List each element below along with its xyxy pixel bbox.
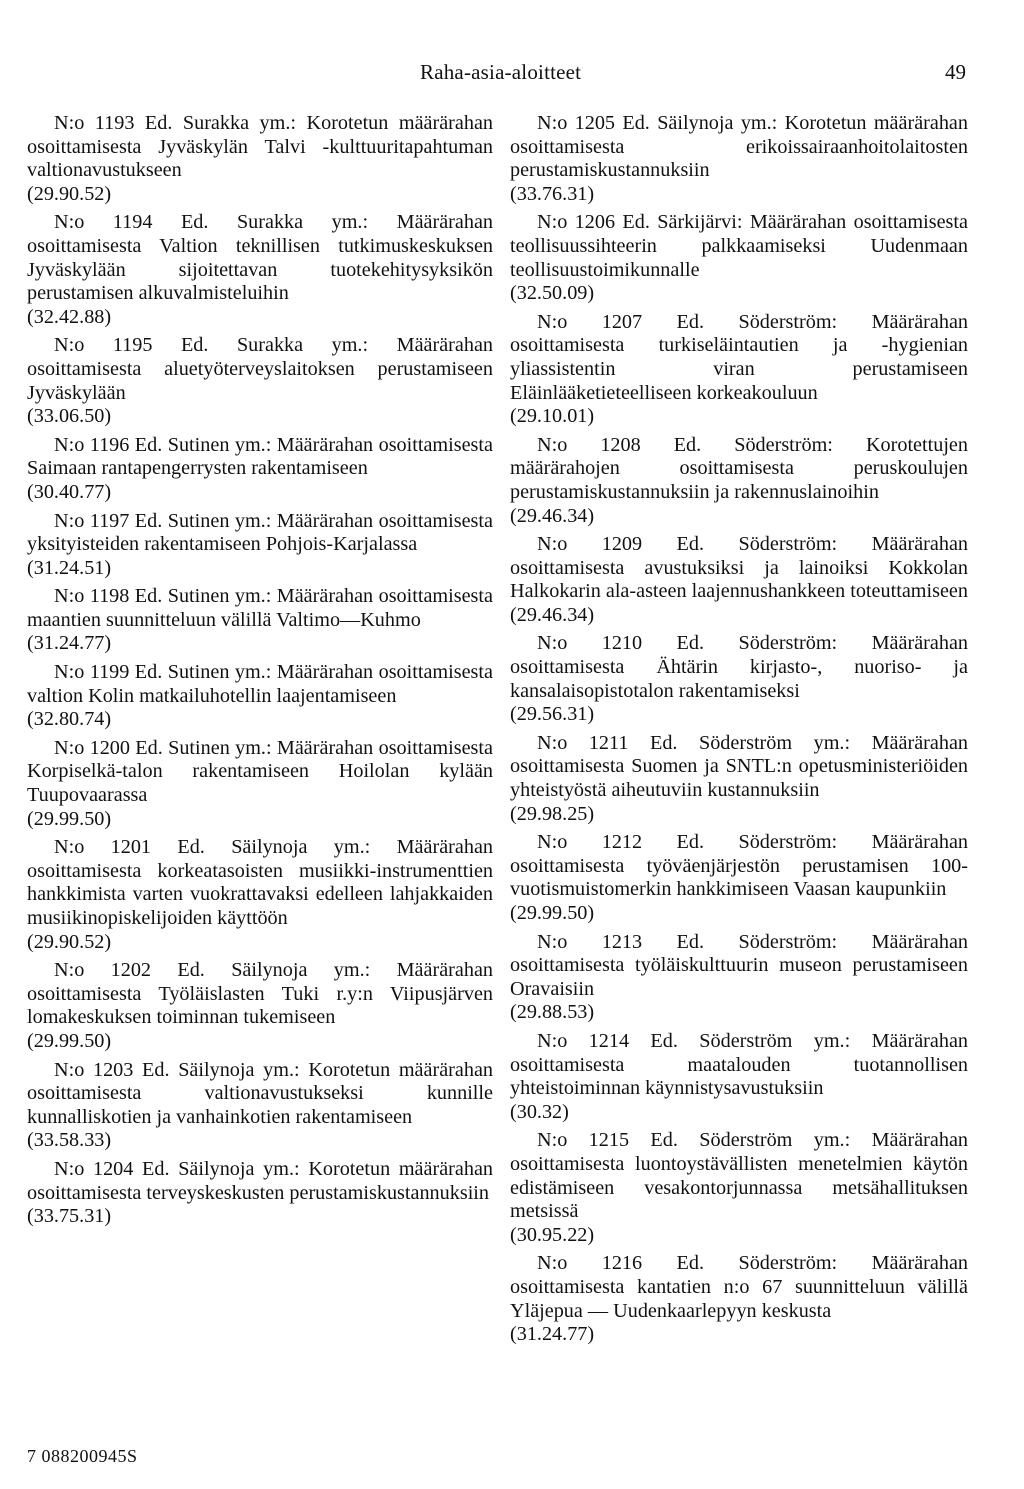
budget-reference: (29.90.52)	[27, 182, 112, 205]
motion-number: N:o 1204 Ed. Säilynoja ym.:	[54, 1157, 300, 1180]
budget-reference: (33.06.50)	[27, 405, 112, 428]
motion-entry	[510, 533, 968, 627]
motion-text: Määrärahan osoittamisesta korkeatasoisten musiikki-instrumenttien hankkimista varten vuokrattavaksi edelleen lahjakkaiden musiikinopiskelijoiden käyttöön	[27, 836, 493, 929]
motion-entry	[27, 334, 493, 428]
motion-entry	[510, 1129, 968, 1247]
motion-entry	[27, 661, 493, 732]
motion-entry	[510, 931, 968, 1025]
motion-number: N:o 1210 Ed. Söderström:	[537, 632, 838, 655]
left-column	[27, 112, 493, 1234]
budget-reference: (29.88.53)	[510, 1001, 595, 1024]
budget-reference: (30.95.22)	[510, 1223, 595, 1246]
motion-entry	[27, 1158, 493, 1229]
motion-text: Määrärahan osoittamisesta työväenjärjestön perustamisen 100-vuotismuistomerkin hankkimiseen Vaasan kaupunkiin	[510, 831, 968, 901]
motion-text: Määrärahan osoittamisesta yksityisteiden rakentamiseen Pohjois-Karjalassa	[27, 509, 493, 556]
motion-number: N:o 1206 Ed. Särkijärvi:	[537, 211, 743, 234]
motion-entry	[27, 1059, 493, 1153]
motion-number: N:o 1212 Ed. Söderström:	[537, 831, 838, 854]
budget-reference: (29.99.50)	[27, 807, 112, 830]
right-column	[510, 112, 968, 1352]
motion-entry	[27, 959, 493, 1053]
budget-reference: (29.99.50)	[510, 902, 595, 924]
motion-entry	[27, 510, 493, 581]
budget-reference: (32.42.88)	[27, 305, 112, 328]
motion-text: Korotetun määrärahan osoittamisesta Jyväskylän Talvi -kulttuuritapahtuman valtionavustukseen	[27, 112, 494, 182]
motion-entry	[27, 211, 493, 329]
budget-reference: (31.24.77)	[27, 632, 112, 655]
budget-reference: (33.76.31)	[510, 182, 595, 205]
motion-entry	[510, 112, 968, 206]
motion-text: Määrärahan osoittamisesta teollisuussihteerin palkkaamiseksi Uudenmaan teollisuustoimikunnalle	[510, 211, 968, 281]
motion-number: N:o 1202 Ed. Säilynoja ym.:	[54, 959, 371, 982]
budget-reference: (31.24.77)	[510, 1323, 595, 1346]
motion-text: Määrärahan osoittamisesta valtion Kolin matkailuhotellin laajentamiseen	[27, 661, 493, 707]
motion-text: Määrärahan osoittamisesta luontoystävällisten menetelmien käytön edistämiseen vesakontorjunnassa metsähallituksen metsissä	[510, 1129, 968, 1223]
budget-reference: (31.24.51)	[27, 556, 112, 579]
motion-entry	[27, 836, 493, 954]
budget-reference: (29.98.25)	[510, 802, 595, 825]
budget-reference: (29.10.01)	[510, 405, 595, 428]
motion-number: N:o 1208 Ed. Söderström:	[537, 433, 833, 456]
motion-text: Korotettujen määrärahojen osoittamisesta peruskoulujen perustamiskustannuksiin ja rakennuslainoihin	[510, 433, 968, 503]
motion-number: N:o 1215 Ed. Söderström ym.:	[537, 1129, 851, 1152]
motion-text: Korotetun määrärahan osoittamisesta terveyskeskusten perustamiskustannuksiin	[27, 1157, 493, 1204]
motion-number: N:o 1194 Ed. Surakka ym.:	[54, 211, 369, 234]
motion-text: Määrärahan osoittamisesta työläiskulttuurin museon perustamiseen Oravaisiin	[510, 930, 968, 1000]
motion-number: N:o 1209 Ed. Söderström:	[537, 533, 838, 556]
motion-text: Määrärahan osoittamisesta turkiseläintautien ja -hygienian yliassistentin viran perustamiseen Eläinlääketieteelliseen korkeakouluun	[510, 310, 968, 404]
motion-text: Määrärahan osoittamisesta Saimaan rantapengerrysten rakentamiseen	[27, 433, 493, 480]
budget-reference: (29.46.34)	[510, 603, 595, 626]
budget-reference: (30.32)	[510, 1100, 569, 1123]
budget-reference: (33.58.33)	[27, 1129, 112, 1152]
motion-entry	[27, 585, 493, 656]
motion-number: N:o 1203 Ed. Säilynoja ym.:	[54, 1058, 300, 1081]
motion-entry	[27, 112, 493, 206]
motion-entry	[510, 632, 968, 726]
budget-reference: (29.99.50)	[27, 1029, 112, 1052]
motion-text: Korotetun määrärahan osoittamisesta erikoissairaanhoitolaitosten perustamiskustannuksiin	[510, 112, 968, 182]
motion-text: Määrärahan osoittamisesta Työläislasten Tuki r.y:n Viipusjärven lomakeskuksen toiminnan tukemiseen	[27, 959, 493, 1029]
motion-text: Määrärahan osoittamisesta avustuksiksi ja lainoiksi Kokkolan Halkokarin ala-asteen laajennushankkeen toteuttamiseen	[510, 533, 968, 603]
budget-reference: (29.46.34)	[510, 504, 595, 527]
motion-entry	[510, 732, 968, 826]
motion-text: Määrärahan osoittamisesta maatalouden tuotannollisen yhteistoiminnan käynnistysavustuksiin	[510, 1029, 968, 1100]
motion-entry	[27, 737, 493, 831]
motion-number: N:o 1205 Ed. Säilynoja ym.:	[537, 112, 778, 134]
budget-reference: (32.80.74)	[27, 708, 112, 731]
motion-number: N:o 1211 Ed. Söderström ym.:	[537, 731, 851, 754]
budget-reference: (30.40.77)	[27, 480, 112, 503]
motion-number: N:o 1193 Ed. Surakka ym.:	[54, 112, 296, 134]
print-code: 7 088200945S	[27, 1446, 138, 1466]
budget-reference: (29.56.31)	[510, 703, 595, 726]
motion-number: N:o 1207 Ed. Söderström:	[537, 310, 838, 333]
motion-entry	[510, 311, 968, 429]
motion-text: Korotetun määrärahan osoittamisesta valtionavustukseksi kunnille kunnalliskotien ja vanhainkotien rakentamiseen	[27, 1058, 493, 1128]
motion-entry	[510, 1252, 968, 1346]
page-number: 49	[945, 60, 966, 84]
motion-entry	[510, 434, 968, 528]
motion-number: N:o 1198 Ed. Sutinen ym.:	[54, 585, 272, 608]
motion-text: Määrärahan osoittamisesta maantien suunnitteluun välillä Valtimo—Kuhmo	[27, 585, 493, 631]
motion-number: N:o 1201 Ed. Säilynoja ym.:	[54, 836, 371, 859]
motion-entry	[510, 831, 968, 925]
motion-text: Määrärahan osoittamisesta Valtion teknillisen tutkimuskeskuksen Jyväskylään sijoitettavan tuotekehitysyksikön perustamisen alkuvalmisteluihin	[27, 211, 494, 305]
motion-number: N:o 1195 Ed. Surakka ym.:	[54, 334, 369, 357]
motion-entry	[510, 211, 968, 305]
motion-entry	[510, 1030, 968, 1124]
motion-text: Määrärahan osoittamisesta Ähtärin kirjasto-, nuoriso- ja kansalaisopistotalon rakentamiseksi	[510, 632, 968, 702]
motion-number: N:o 1197 Ed. Sutinen ym.:	[54, 509, 272, 532]
motion-text: Määrärahan osoittamisesta kantatien n:o 67 suunnitteluun välillä Yläjepua — Uudenkaarlepyyn keskusta	[510, 1252, 968, 1322]
motion-text: Määrärahan osoittamisesta aluetyöterveyslaitoksen perustamiseen Jyväskylään	[27, 334, 494, 404]
motion-entry	[27, 434, 493, 505]
motion-text: Määrärahan osoittamisesta Korpiselkä-talon rakentamiseen Hoilolan kylään Tuupovaarassa	[27, 736, 493, 807]
motion-text: Määrärahan osoittamisesta Suomen ja SNTL:n opetusministeriöiden yhteistyöstä aiheutuviin kustannuksiin	[510, 731, 968, 802]
motion-number: N:o 1213 Ed. Söderström:	[537, 930, 838, 953]
motion-number: N:o 1196 Ed. Sutinen ym.:	[54, 433, 272, 456]
motion-number: N:o 1216 Ed. Söderström:	[537, 1252, 838, 1275]
running-head: Raha-asia-aloitteet	[420, 60, 582, 84]
budget-reference: (32.50.09)	[510, 282, 595, 305]
budget-reference: (29.90.52)	[27, 930, 112, 953]
motion-number: N:o 1214 Ed. Söderström ym.:	[537, 1029, 851, 1052]
motion-number: N:o 1199 Ed. Sutinen ym.:	[54, 661, 272, 684]
budget-reference: (33.75.31)	[27, 1205, 112, 1228]
motion-number: N:o 1200 Ed. Sutinen ym.:	[54, 736, 272, 759]
